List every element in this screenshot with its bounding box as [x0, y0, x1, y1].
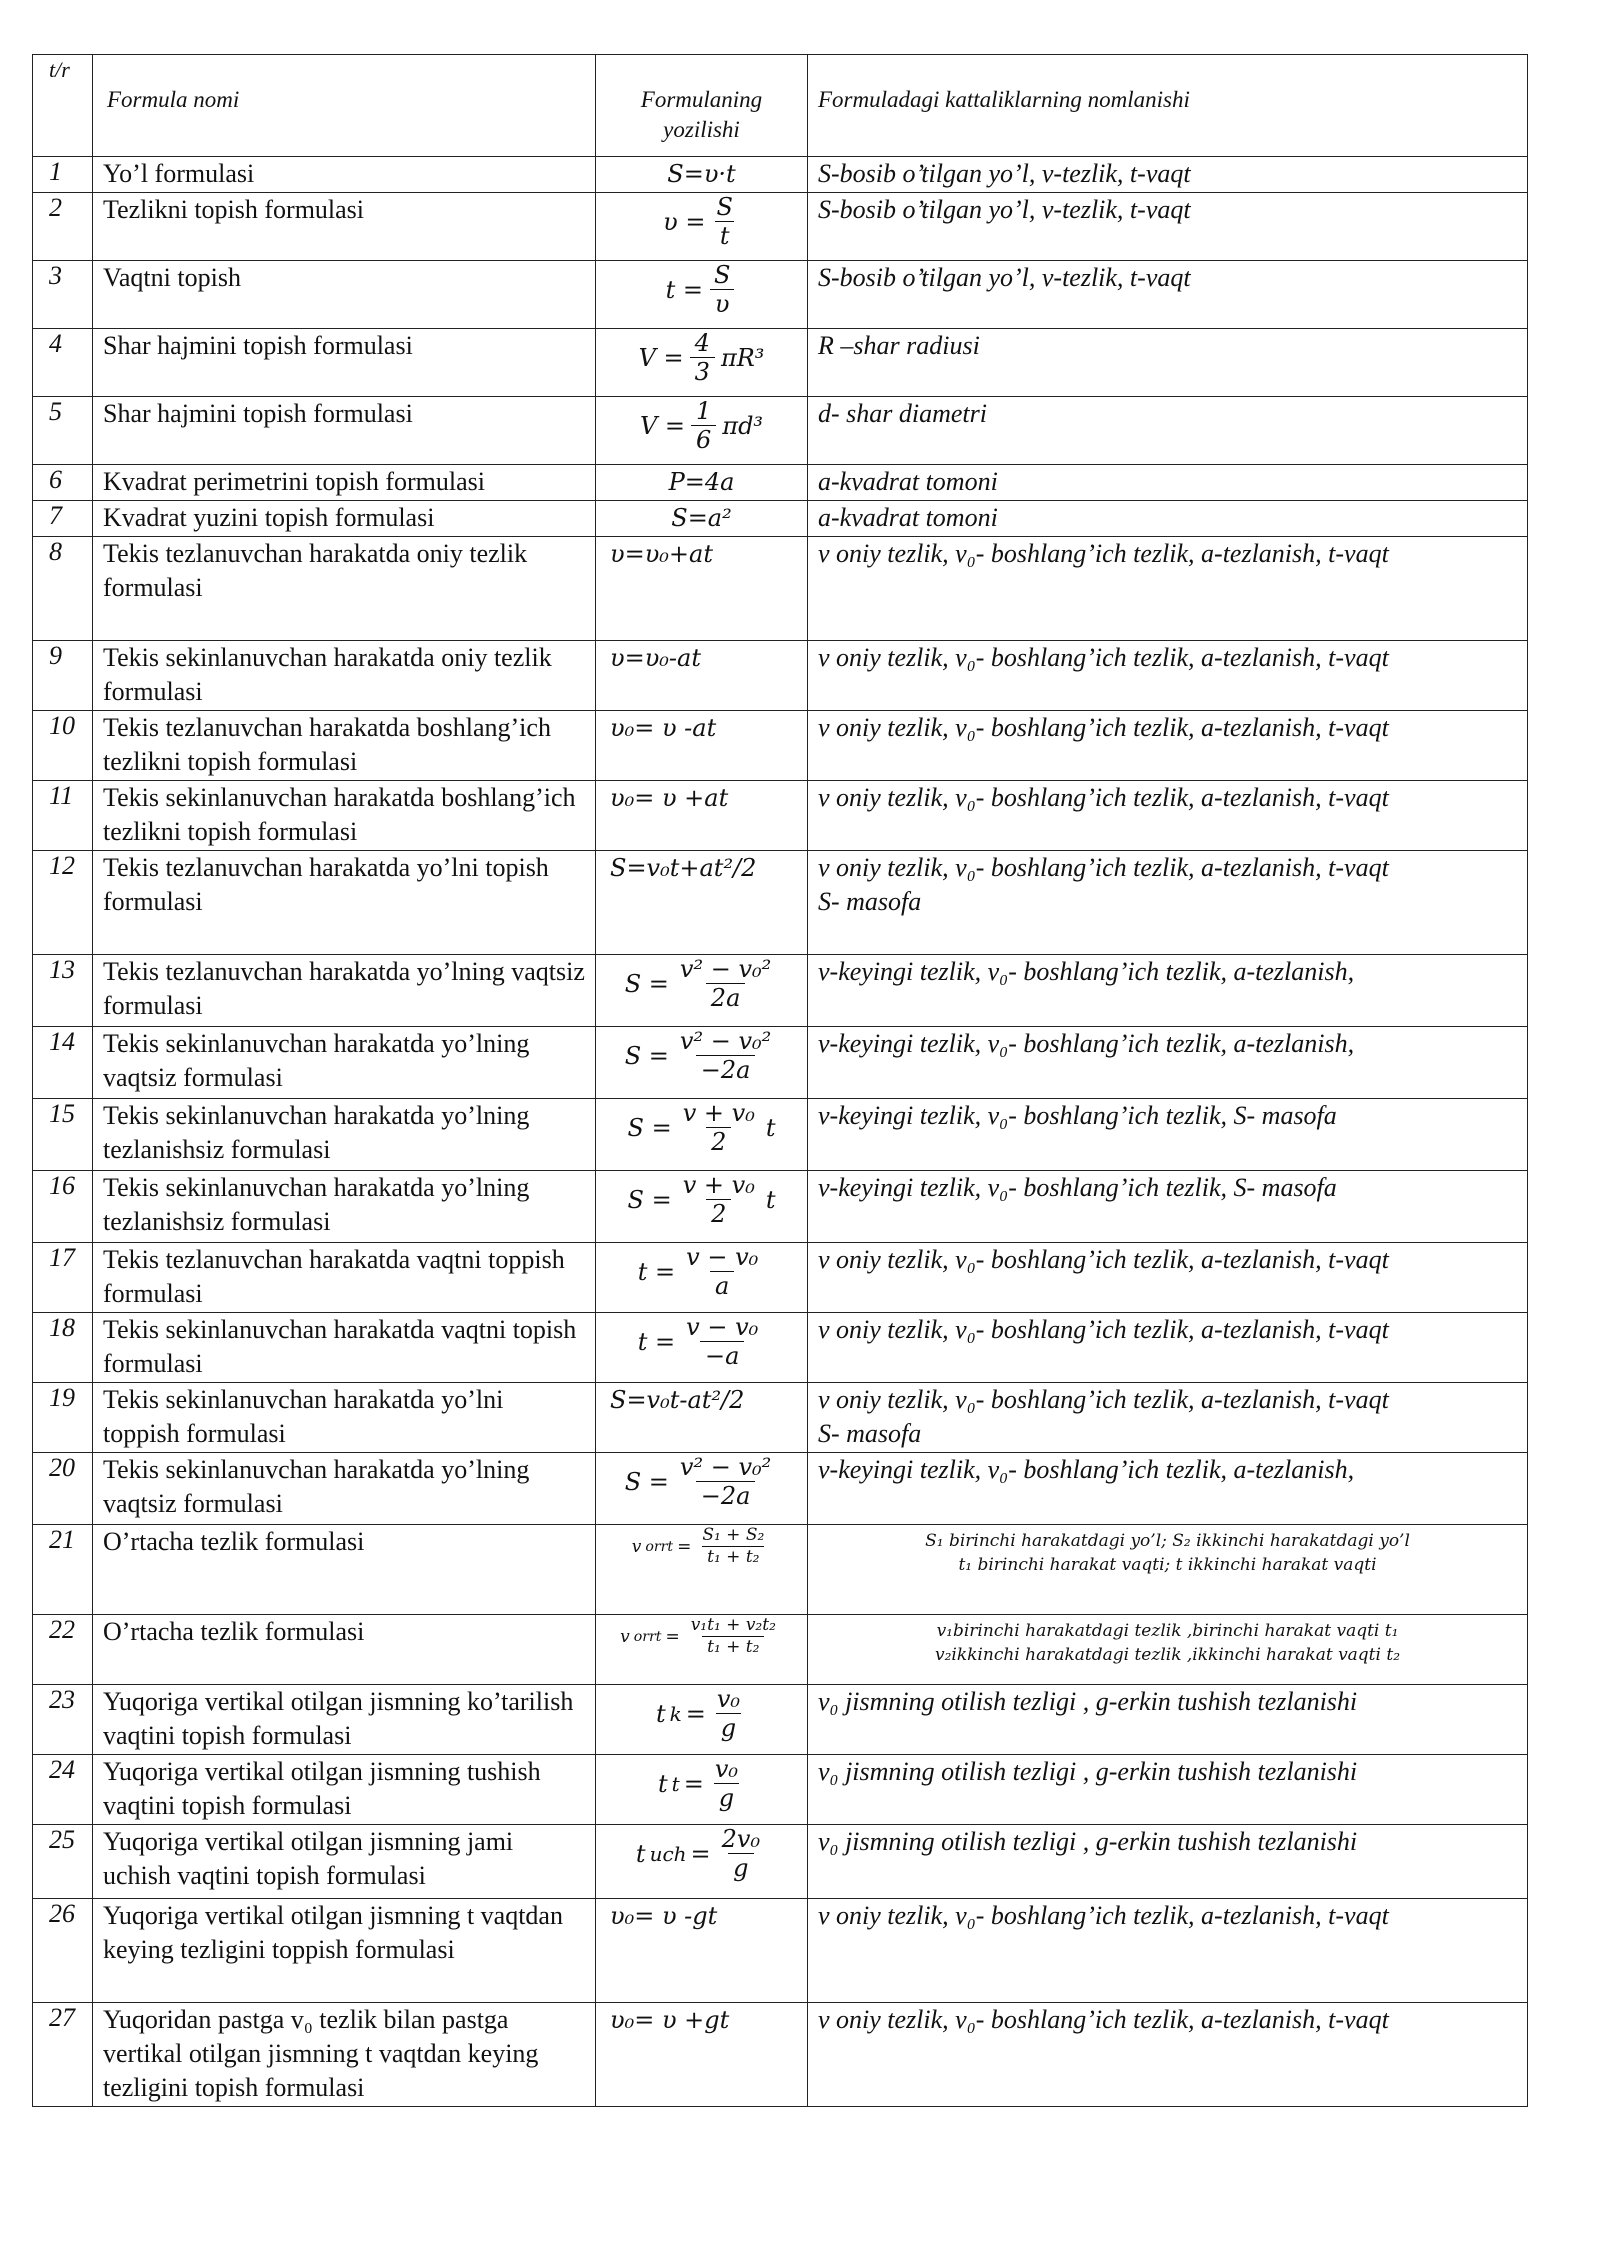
formula-variables: S-bosib o’tilgan yo’l, v-tezlik, t-vaqt: [808, 157, 1528, 193]
formula-variables: v oniy tezlik, v₀- boshlang’ich tezlik, a-tezlanish, t-vaqt: [808, 2003, 1528, 2107]
formula-expression: υ₀= υ +gt: [596, 2003, 808, 2107]
formula-variables: v oniy tezlik, v₀- boshlang’ich tezlik, a-tezlanish, t-vaqt: [808, 537, 1528, 641]
formula-variables: v-keyingi tezlik, v₀- boshlang’ich tezlik, S- masofa: [808, 1099, 1528, 1171]
row-number: 8: [33, 537, 93, 641]
formula-variables: v oniy tezlik, v₀- boshlang’ich tezlik, a-tezlanish, t-vaqt: [808, 1899, 1528, 2003]
table-row: [33, 711, 1528, 781]
formula-name: Tekis sekinlanuvchan harakatda yo’lning tezlanishsiz formulasi: [93, 1099, 596, 1171]
row-number: 9: [33, 641, 93, 711]
row-number: 17: [33, 1243, 93, 1313]
row-number: 18: [33, 1313, 93, 1383]
table-row: [33, 955, 1528, 1027]
formula-expression: S = $\frac{\text{v + v₀}}{2}$ t: [596, 1171, 808, 1243]
row-number: 7: [33, 501, 93, 537]
table-row: [33, 1685, 1528, 1755]
row-number: 26: [33, 1899, 93, 2003]
table-row: [33, 1171, 1528, 1243]
formula-name: Yuqoridan pastga v₀ tezlik bilan pastga vertikal otilgan jismning t vaqtdan keying tezligini topish formulasi: [93, 2003, 596, 2107]
formula-expression: υ=υ₀-at: [596, 641, 808, 711]
row-number: 13: [33, 955, 93, 1027]
formula-name: Tekis sekinlanuvchan harakatda yo’lning tezlanishsiz formulasi: [93, 1171, 596, 1243]
formula-expression: v orrt = $\frac{\text{v₁t₁ + v₂t₂}}{\text{t₁ + t₂}}$: [596, 1615, 808, 1685]
row-number: 20: [33, 1453, 93, 1525]
table-row: [33, 1383, 1528, 1453]
formula-expression: t t = $\frac{\text{v₀}}{g}$: [596, 1755, 808, 1825]
formula-variables: v-keyingi tezlik, v₀- boshlang’ich tezlik, a-tezlanish,: [808, 955, 1528, 1027]
row-number: 2: [33, 193, 93, 261]
formula-name: Tekis tezlanuvchan harakatda yo’lni topish formulasi: [93, 851, 596, 955]
formula-variables: v oniy tezlik, v₀- boshlang’ich tezlik, a-tezlanish, t-vaqt: [808, 781, 1528, 851]
formula-expression: S=υ·t: [596, 157, 808, 193]
formula-variables: d- shar diametri: [808, 397, 1528, 465]
formula-variables: v-keyingi tezlik, v₀- boshlang’ich tezlik, a-tezlanish,: [808, 1453, 1528, 1525]
formula-name: Kvadrat yuzini topish formulasi: [93, 501, 596, 537]
formula-name: Tekis sekinlanuvchan harakatda yo’lni toppish formulasi: [93, 1383, 596, 1453]
table-row: [33, 1453, 1528, 1525]
table-row: [33, 261, 1528, 329]
row-number: 11: [33, 781, 93, 851]
formula-variables: R –shar radiusi: [808, 329, 1528, 397]
formula-name: Tezlikni topish formulasi: [93, 193, 596, 261]
formula-expression: V = $\frac{4}{3}$ πR³: [596, 329, 808, 397]
row-number: 19: [33, 1383, 93, 1453]
formula-variables: v₁birinchi harakatdagi tezlik ,birinchi harakat vaqti t₁ v₂ikkinchi harakatdagi tezlik ,ikkinchi harakat vaqti t₂: [808, 1615, 1528, 1685]
formula-name: Kvadrat perimetrini topish formulasi: [93, 465, 596, 501]
formula-name: Yuqoriga vertikal otilgan jismning ko’tarilish vaqtini topish formulasi: [93, 1685, 596, 1755]
table-row: [33, 193, 1528, 261]
table-row: [33, 1525, 1528, 1615]
row-number: 25: [33, 1825, 93, 1899]
row-number: 16: [33, 1171, 93, 1243]
header-num: t/r: [33, 55, 93, 157]
formula-name: Tekis sekinlanuvchan harakatda oniy tezlik formulasi: [93, 641, 596, 711]
table-row: [33, 1099, 1528, 1171]
formula-expression: t k = $\frac{\text{v₀}}{g}$: [596, 1685, 808, 1755]
row-number: 6: [33, 465, 93, 501]
formula-expression: v orrt = $\frac{\text{S₁ + S₂}}{\text{t₁ + t₂}}$: [596, 1525, 808, 1615]
formula-expression: t = $\frac{\text{v − v₀}}{-a}$: [596, 1313, 808, 1383]
formula-expression: t = $\frac{S}{\upsilon}$: [596, 261, 808, 329]
formula-variables: v oniy tezlik, v₀- boshlang’ich tezlik, a-tezlanish, t-vaqt S- masofa: [808, 1383, 1528, 1453]
formula-variables: S₁ birinchi harakatdagi yo’l; S₂ ikkinchi harakatdagi yo’l t₁ birinchi harakat vaqti; t ikkinchi harakat vaqti: [808, 1525, 1528, 1615]
formula-variables: v oniy tezlik, v₀- boshlang’ich tezlik, a-tezlanish, t-vaqt: [808, 1243, 1528, 1313]
table-row: [33, 2003, 1528, 2107]
row-number: 10: [33, 711, 93, 781]
formula-expression: t = $\frac{\text{v − v₀}}{a}$: [596, 1243, 808, 1313]
formula-variables: v₀ jismning otilish tezligi , g-erkin tushish tezlanishi: [808, 1685, 1528, 1755]
formula-name: Shar hajmini topish formulasi: [93, 329, 596, 397]
formula-expression: S = $\frac{\text{v² − v₀²}}{2a}$: [596, 955, 808, 1027]
formula-name: Yuqoriga vertikal otilgan jismning t vaqtdan keying tezligini toppish formulasi: [93, 1899, 596, 2003]
formula-expression: S=v₀t+at²/2: [596, 851, 808, 955]
row-number: 3: [33, 261, 93, 329]
formula-expression: P=4a: [596, 465, 808, 501]
header-row: [33, 55, 1528, 157]
formula-expression: υ=υ₀+at: [596, 537, 808, 641]
formula-name: Tekis tezlanuvchan harakatda yo’lning vaqtsiz formulasi: [93, 955, 596, 1027]
formula-name: Tekis tezlanuvchan harakatda vaqtni toppish formulasi: [93, 1243, 596, 1313]
formula-name: Vaqtni topish: [93, 261, 596, 329]
formula-table: [32, 54, 1528, 2107]
table-row: [33, 157, 1528, 193]
formula-name: Yo’l formulasi: [93, 157, 596, 193]
formula-variables: v oniy tezlik, v₀- boshlang’ich tezlik, a-tezlanish, t-vaqt: [808, 641, 1528, 711]
formula-variables: S-bosib o’tilgan yo’l, v-tezlik, t-vaqt: [808, 261, 1528, 329]
formula-expression: υ = $\frac{S}{t}$: [596, 193, 808, 261]
table-row: [33, 1825, 1528, 1899]
formula-expression: V = $\frac{1}{6}$ πd³: [596, 397, 808, 465]
formula-expression: S = $\frac{\text{v² − v₀²}}{-2a}$: [596, 1027, 808, 1099]
formula-variables: v₀ jismning otilish tezligi , g-erkin tushish tezlanishi: [808, 1755, 1528, 1825]
row-number: 22: [33, 1615, 93, 1685]
row-number: 12: [33, 851, 93, 955]
row-number: 5: [33, 397, 93, 465]
row-number: 14: [33, 1027, 93, 1099]
table-row: [33, 781, 1528, 851]
formula-expression: t uch = $\frac{\text{2v₀}}{g}$: [596, 1825, 808, 1899]
table-row: [33, 1755, 1528, 1825]
header-name: Formula nomi: [93, 55, 596, 157]
formula-name: Yuqoriga vertikal otilgan jismning jami uchish vaqtini topish formulasi: [93, 1825, 596, 1899]
table-row: [33, 641, 1528, 711]
formula-expression: S = $\frac{\text{v² − v₀²}}{-2a}$: [596, 1453, 808, 1525]
formula-variables: a-kvadrat tomoni: [808, 501, 1528, 537]
formula-name: Shar hajmini topish formulasi: [93, 397, 596, 465]
table-row: [33, 397, 1528, 465]
formula-name: O’rtacha tezlik formulasi: [93, 1615, 596, 1685]
row-number: 23: [33, 1685, 93, 1755]
formula-expression: S=v₀t-at²/2: [596, 1383, 808, 1453]
formula-name: Tekis sekinlanuvchan harakatda boshlang’ich tezlikni topish formulasi: [93, 781, 596, 851]
formula-variables: v oniy tezlik, v₀- boshlang’ich tezlik, a-tezlanish, t-vaqt: [808, 711, 1528, 781]
formula-expression: υ₀= υ -gt: [596, 1899, 808, 2003]
formula-expression: υ₀= υ +at: [596, 781, 808, 851]
formula-variables: v₀ jismning otilish tezligi , g-erkin tushish tezlanishi: [808, 1825, 1528, 1899]
formula-name: Tekis sekinlanuvchan harakatda yo’lning vaqtsiz formulasi: [93, 1027, 596, 1099]
formula-variables: a-kvadrat tomoni: [808, 465, 1528, 501]
row-number: 24: [33, 1755, 93, 1825]
table-row: [33, 537, 1528, 641]
formula-name: Tekis tezlanuvchan harakatda oniy tezlik formulasi: [93, 537, 596, 641]
formula-name: Tekis sekinlanuvchan harakatda vaqtni topish formulasi: [93, 1313, 596, 1383]
formula-name: O’rtacha tezlik formulasi: [93, 1525, 596, 1615]
formula-variables: S-bosib o’tilgan yo’l, v-tezlik, t-vaqt: [808, 193, 1528, 261]
header-formula: Formulaning yozilishi: [596, 55, 808, 157]
formula-name: Tekis sekinlanuvchan harakatda yo’lning vaqtsiz formulasi: [93, 1453, 596, 1525]
formula-expression: υ₀= υ -at: [596, 711, 808, 781]
table-row: [33, 1615, 1528, 1685]
table-row: [33, 1243, 1528, 1313]
table-row: [33, 1899, 1528, 2003]
formula-expression: S=a²: [596, 501, 808, 537]
table-row: [33, 501, 1528, 537]
formula-variables: v oniy tezlik, v₀- boshlang’ich tezlik, a-tezlanish, t-vaqt: [808, 1313, 1528, 1383]
row-number: 4: [33, 329, 93, 397]
table-row: [33, 465, 1528, 501]
formula-variables: v oniy tezlik, v₀- boshlang’ich tezlik, a-tezlanish, t-vaqt S- masofa: [808, 851, 1528, 955]
formula-variables: v-keyingi tezlik, v₀- boshlang’ich tezlik, S- masofa: [808, 1171, 1528, 1243]
header-vars: Formuladagi kattaliklarning nomlanishi: [808, 55, 1528, 157]
row-number: 1: [33, 157, 93, 193]
formula-name: Tekis tezlanuvchan harakatda boshlang’ich tezlikni topish formulasi: [93, 711, 596, 781]
formula-expression: S = $\frac{\text{v + v₀}}{2}$ t: [596, 1099, 808, 1171]
row-number: 27: [33, 2003, 93, 2107]
table-row: [33, 329, 1528, 397]
formula-variables: v-keyingi tezlik, v₀- boshlang’ich tezlik, a-tezlanish,: [808, 1027, 1528, 1099]
row-number: 15: [33, 1099, 93, 1171]
row-number: 21: [33, 1525, 93, 1615]
table-row: [33, 1027, 1528, 1099]
table-row: [33, 1313, 1528, 1383]
table-row: [33, 851, 1528, 955]
formula-name: Yuqoriga vertikal otilgan jismning tushish vaqtini topish formulasi: [93, 1755, 596, 1825]
